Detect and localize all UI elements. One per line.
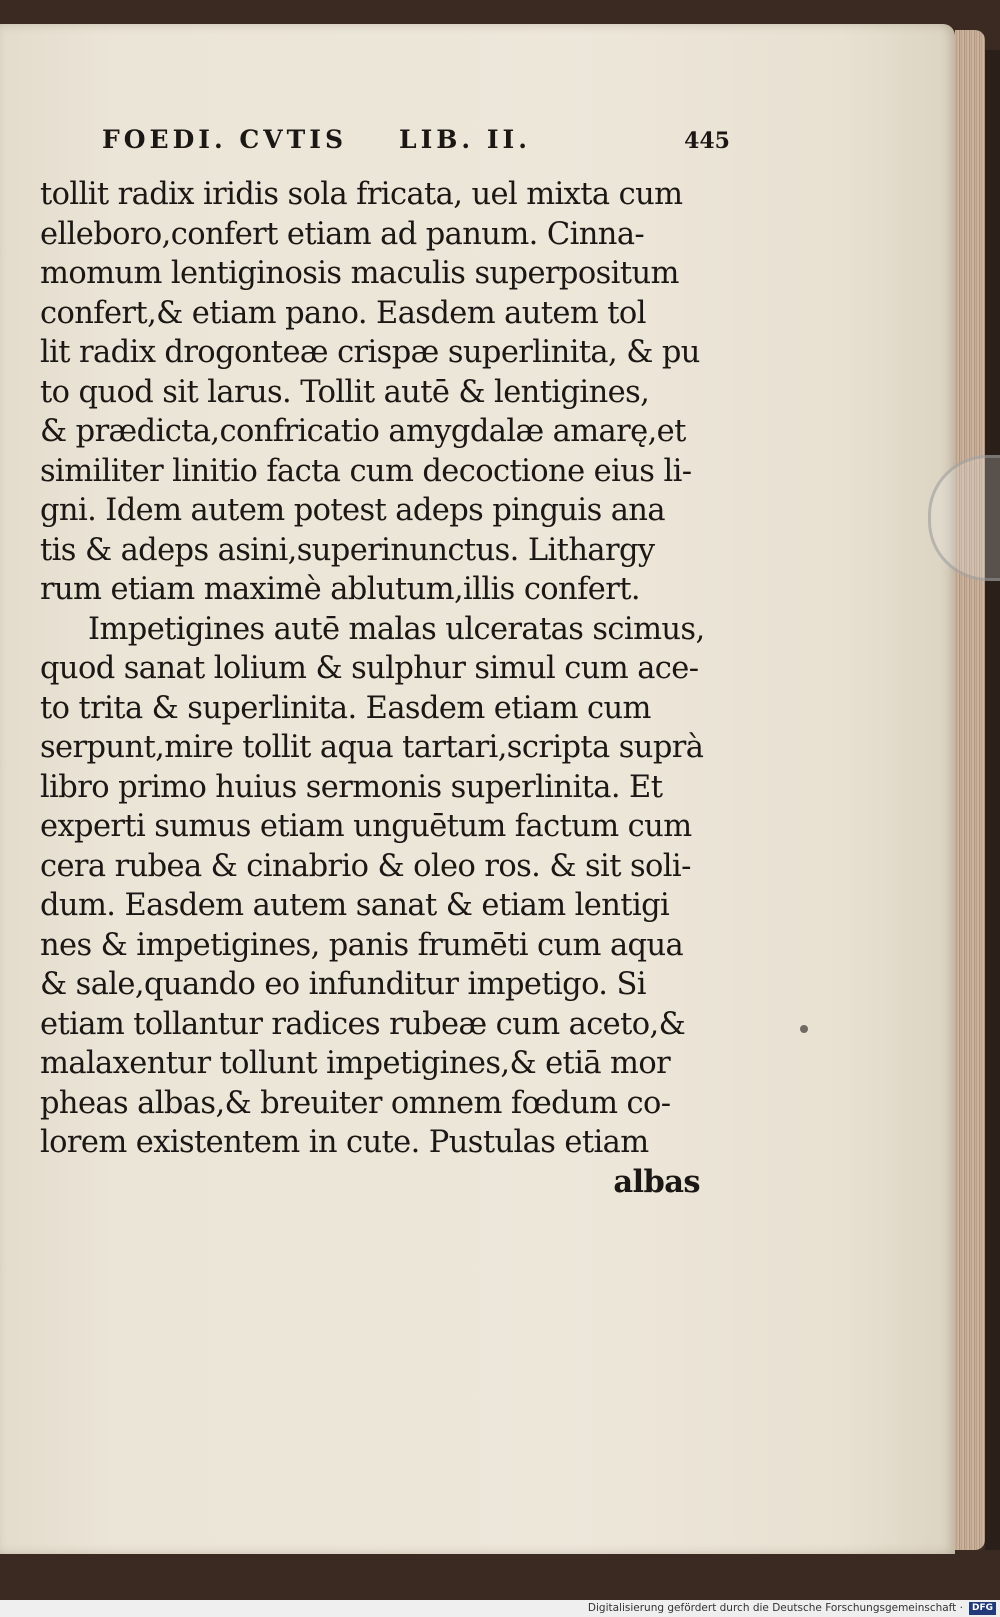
text-line: & sale,quando eo infunditur impetigo. Si	[40, 967, 646, 1002]
text-line: to quod sit larus. Tollit autē & lentigines,	[40, 374, 650, 410]
text-line: lorem existentem in cute. Pustulas etiam	[40, 1125, 649, 1160]
text-line: rum etiam maximè ablutum,illis confert.	[40, 572, 640, 607]
text-line: etiam tollantur radices rubeæ cum aceto,&	[40, 1006, 686, 1042]
text-line: & prædicta,confricatio amygdalæ amarę,et	[40, 414, 686, 449]
text-line: cera rubea & cinabrio & oleo ros. & sit soli-	[40, 848, 691, 884]
page-edge	[985, 50, 1000, 1550]
text-line: gni. Idem autem potest adeps pinguis ana	[40, 493, 665, 528]
text-line: pheas albas,& breuiter omnem fœdum co-	[40, 1085, 671, 1121]
text-block	[40, 125, 730, 1202]
text-line: quod sanat lolium & sulphur simul cum ace-	[40, 651, 699, 686]
text-line: dum. Easdem autem sanat & etiam lentigi	[40, 888, 670, 923]
running-header	[40, 125, 730, 175]
catchword: albas	[613, 1163, 700, 1200]
text-line: experti sumus etiam unguētum factum cum	[40, 809, 692, 844]
text-line: tollit radix iridis sola fricata, uel mixta cum	[40, 177, 683, 212]
footer-credit: Digitalisierung gefördert durch die Deutsche Forschungsgemeinschaft ·	[587, 1602, 963, 1614]
text-line: serpunt,mire tollit aqua tartari,scripta suprà	[40, 730, 704, 765]
text-line: libro primo huius sermonis superlinita. Et	[40, 769, 663, 805]
text-line: similiter linitio facta cum decoctione eius li-	[40, 453, 692, 489]
text-line: malaxentur tollunt impetigines,& etiā mor	[40, 1046, 671, 1081]
text-line: to trita & superlinita. Easdem etiam cum	[40, 690, 651, 726]
text-line: confert,& etiam pano. Easdem autem tol	[40, 295, 646, 331]
text-line: tis & adeps asini,superinunctus. Lithargy	[40, 532, 655, 568]
text-line: nes & impetigines, panis frumēti cum aqua	[40, 927, 684, 963]
header-book: LIB. II.	[399, 125, 531, 154]
page-stack	[955, 30, 985, 1550]
text-line: elleboro,confert etiam ad panum. Cinna-	[40, 216, 645, 252]
text-line: lit radix drogonteæ crispæ superlinita, & pu	[40, 335, 700, 370]
text-line: momum lentiginosis maculis superpositum	[40, 256, 679, 291]
body-text	[40, 175, 720, 1163]
footer	[0, 1600, 1000, 1617]
text-line: Impetigines autē malas ulceratas scimus,	[88, 611, 705, 647]
page-number: 445	[684, 128, 730, 154]
header-title: FOEDI. CVTIS	[102, 125, 348, 154]
dfg-logo: DFG	[969, 1602, 996, 1615]
ink-stain	[800, 1025, 808, 1033]
